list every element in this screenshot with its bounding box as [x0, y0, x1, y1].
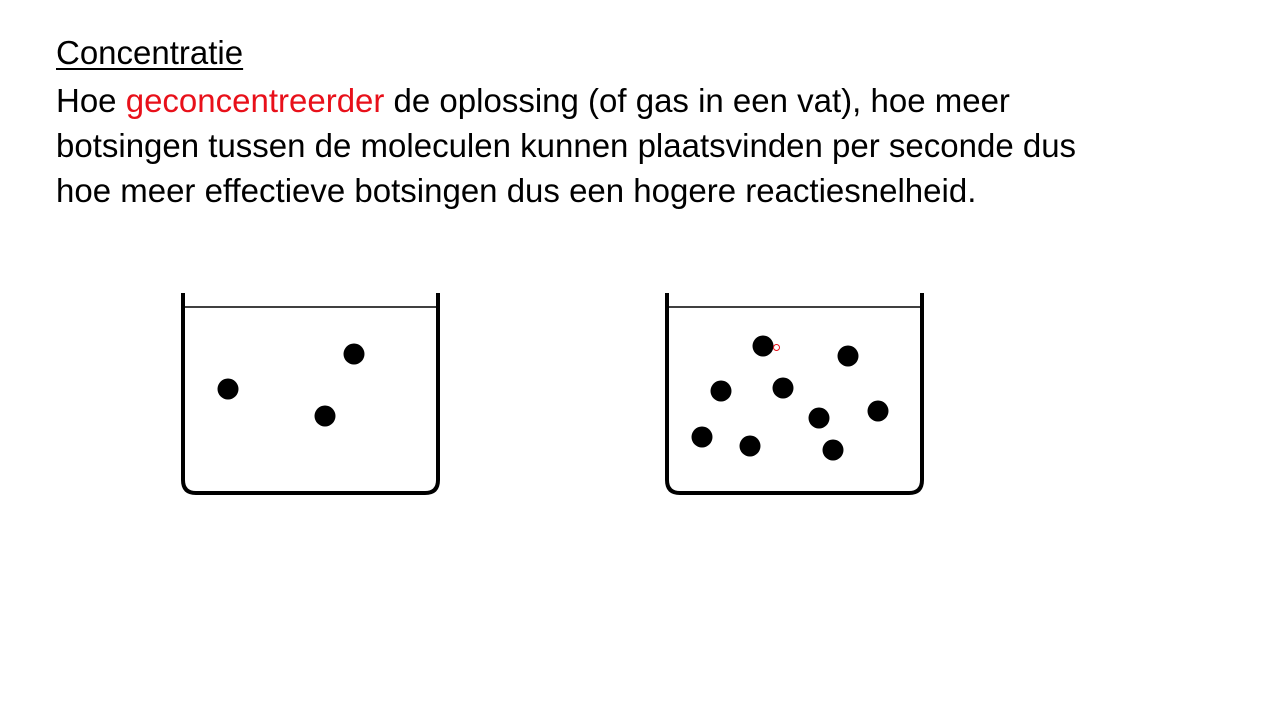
slide-title: Concentratie [56, 34, 244, 71]
particle [838, 346, 859, 367]
body-line-3: hoe meer effectieve botsingen dus een hogere reactiesnelheid. [56, 172, 977, 209]
particle [868, 401, 889, 422]
particle [218, 379, 239, 400]
particle [773, 378, 794, 399]
laser-pointer-icon [773, 344, 780, 351]
body-text-before: Hoe [56, 82, 126, 119]
beaker-outline-right [667, 293, 922, 493]
particle [823, 440, 844, 461]
particle [344, 344, 365, 365]
particle [740, 436, 761, 457]
beaker-low-concentration [183, 293, 438, 493]
particle [692, 427, 713, 448]
particle [711, 381, 732, 402]
highlighted-word: geconcentreerder [125, 82, 385, 119]
body-line-2: botsingen tussen de moleculen kunnen plaatsvinden per seconde dus [56, 127, 1077, 164]
particle [753, 336, 774, 357]
body-text-after: de oplossing (of gas in een vat), hoe meer [384, 82, 1010, 119]
particle [809, 408, 830, 429]
particle [315, 406, 336, 427]
beaker-high-concentration [667, 293, 922, 493]
